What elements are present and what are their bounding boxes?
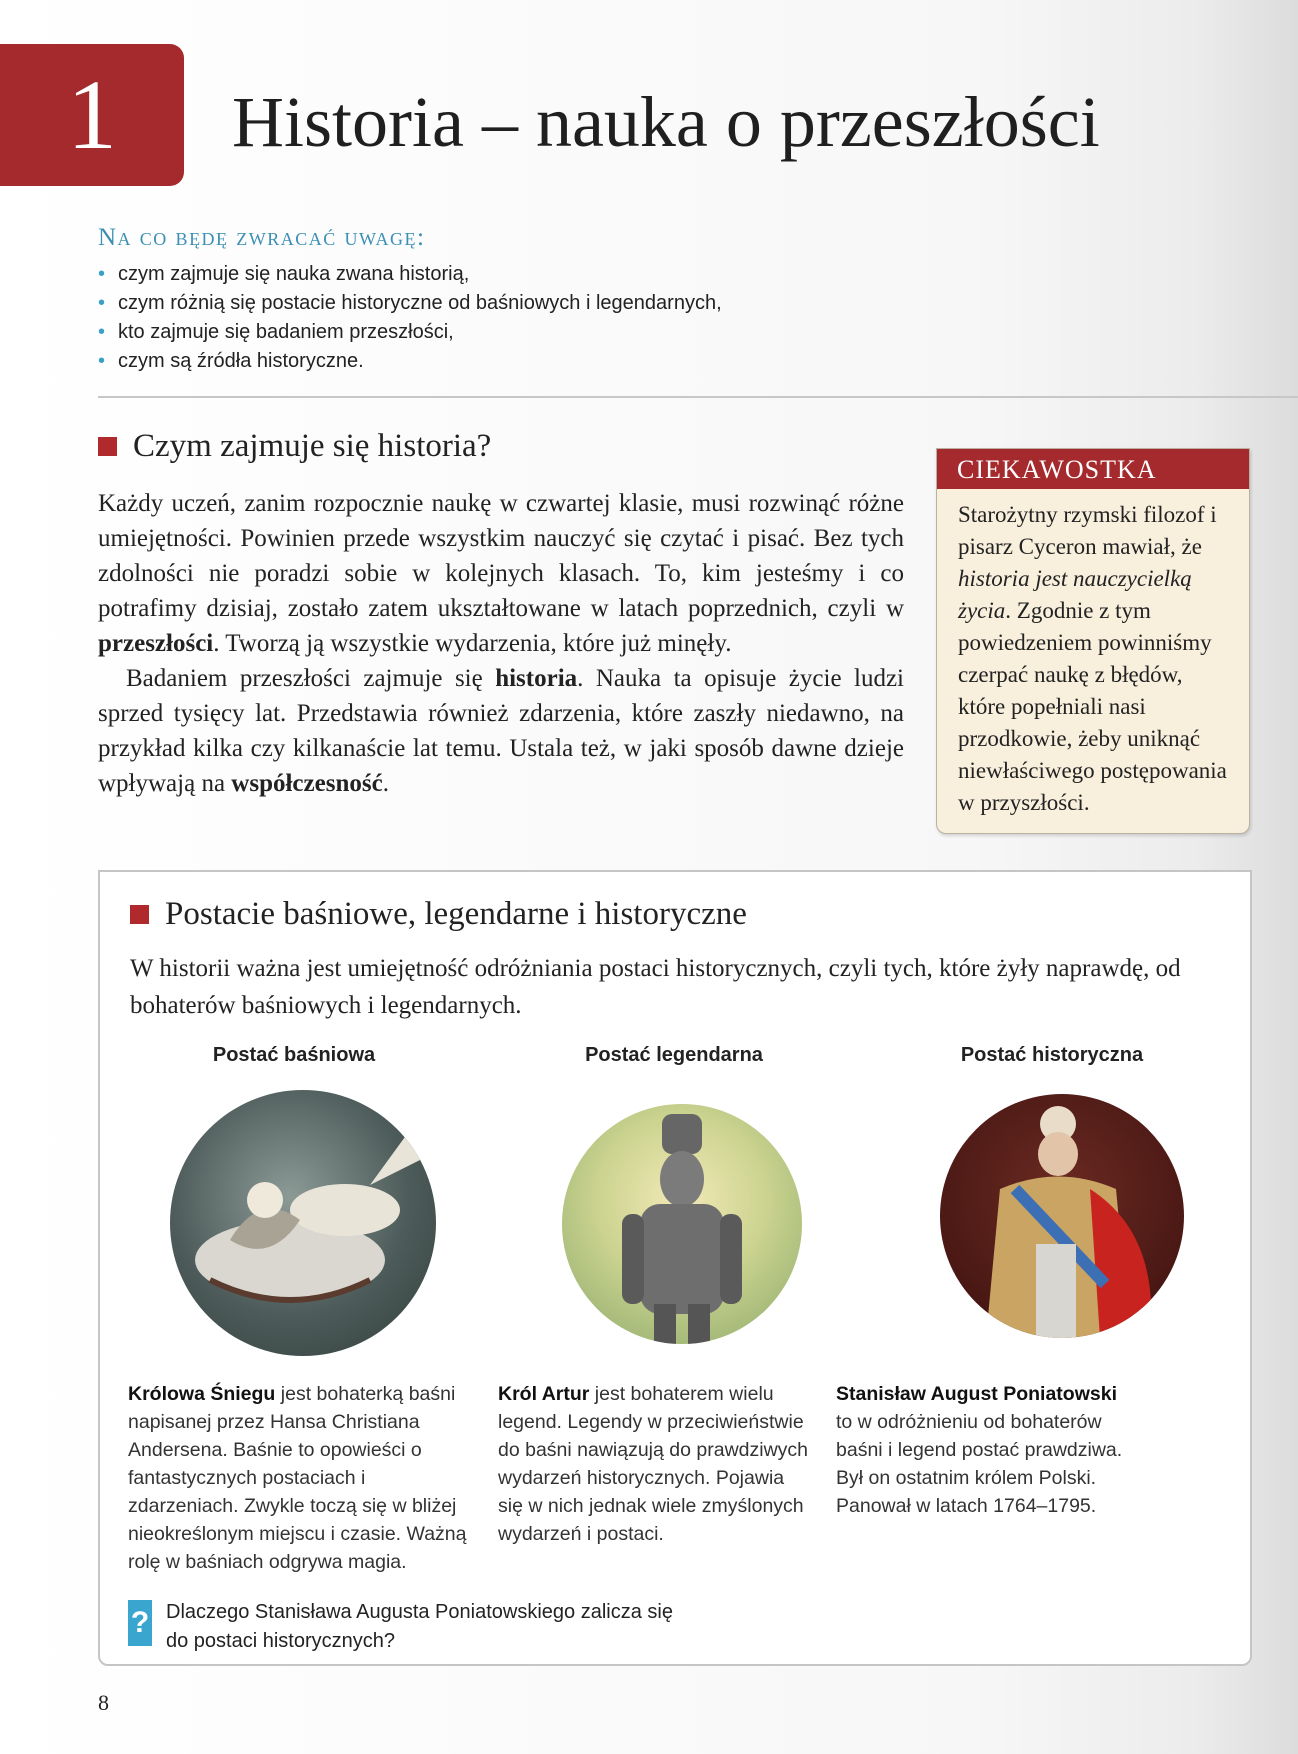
column-label: Postać baśniowa (212, 1044, 376, 1066)
fun-fact-text: Starożytny rzymski filozof i pisarz Cyceron mawiał, że historia jest nauczycielką życia. Zgodnie z tym powiedzeniem powinniśmy czerpać naukę z błędów, które popełniali nasi przodkowie, żeby uniknąć niewłaściwego postępowania w przyszłości. (958, 502, 1227, 815)
king-arthur-statue (562, 1104, 802, 1344)
fun-fact-box (936, 448, 1250, 834)
snow-queen-illustration (170, 1090, 436, 1356)
goal-item: • czym różnią się postacie historyczne od baśniowych i legendarnych, (98, 289, 998, 318)
box-intro: W historii ważna jest umiejętność odróżniania postaci historycznych, czyli tych, które żyły naprawdę, od bohaterów baśniowych i legendarnych. (130, 955, 1181, 1019)
sleigh-icon (170, 1090, 436, 1356)
bullet-icon: • (98, 263, 106, 285)
paragraph: Każdy uczeń, zanim rozpocznie naukę w czwartej klasie, musi rozwinąć różne umiejętności. Powinien przede wszystkim nauczyć się czytać i pisać. Bez tych zdolności nie poradzi sobie w kolejnych klasach. To, kim jesteśmy i co potrafimy dzisiaj, zostało zatem ukształtowane w latach poprzednich, czyli w przeszłości. Tworzą ją wszystkie wydarzenia, które już minęły. (98, 490, 904, 657)
chapter-number-badge: 1 (0, 44, 184, 186)
king-portrait-icon (940, 1094, 1184, 1338)
knight-icon (562, 1104, 802, 1344)
bullet-icon: • (98, 350, 106, 372)
question-icon: ? (128, 1600, 152, 1646)
question-text: Dlaczego Stanisława Augusta Poniatowskiego zalicza się do postaci historycznych? (166, 1601, 673, 1652)
column-label: Postać historyczna (960, 1044, 1144, 1066)
column-description: Stanisław August Poniatowski to w odróżnieniu od bohaterów baśni i legend postać prawdziwa. Był on ostatnim królem Polski. Panował w latach 1764–1795. (836, 1383, 1123, 1517)
chapter-title: Historia – nauka o przeszłości (232, 82, 1100, 162)
section-title: Czym zajmuje się historia? (98, 428, 491, 465)
goal-item: • kto zajmuje się badaniem przeszłości, (98, 318, 998, 347)
section-marker-icon (98, 437, 117, 456)
bullet-icon: • (98, 321, 106, 343)
goals-heading: Na co będę zwracać uwagę: (98, 224, 426, 251)
column-description: Król Artur jest bohaterem wielu legend. Legendy w przeciwieństwie do baśni nawiązują do prawdziwych wydarzeń historycznych. Pojawia się w nich jednak wiele zmyślonych wydarzeń i postaci. (498, 1383, 809, 1545)
column-description: Królowa Śniegu jest bohaterką baśni napisanej przez Hansa Christiana Andersena. Baśnie to opowieści o fantastycznych postaciach i zdarzeniach. Zwykle toczą się w bliżej nieokreślonym miejscu i czasie. Ważną rolę w baśniach odgrywa magia. (128, 1383, 467, 1573)
box-title: Postacie baśniowe, legendarne i historyczne (130, 896, 747, 933)
section-marker-icon (130, 905, 149, 924)
paragraph: Badaniem przeszłości zajmuje się historia. Nauka ta opisuje życie ludzi sprzed tysięcy lat. Przedstawia również zdarzenia, które zaszły niedawno, na przykład kilka czy kilkanaście lat temu. Ustala też, w jaki sposób dawne dzieje wpływają na współczesność. (98, 665, 904, 797)
fun-fact-heading: CIEKAWOSTKA (937, 449, 1249, 489)
king-poniatowski-portrait (940, 1094, 1184, 1338)
bullet-icon: • (98, 292, 106, 314)
goals-list (98, 260, 998, 376)
goal-item: • czym zajmuje się nauka zwana historią, (98, 260, 998, 289)
goal-item: • czym są źródła historyczne. (98, 347, 998, 376)
column-label: Postać legendarna (585, 1044, 763, 1066)
section-body (98, 486, 904, 801)
divider (98, 396, 1298, 398)
characters-box (98, 870, 1252, 1666)
learning-goals (98, 224, 998, 376)
page-number: 8 (98, 1690, 109, 1715)
